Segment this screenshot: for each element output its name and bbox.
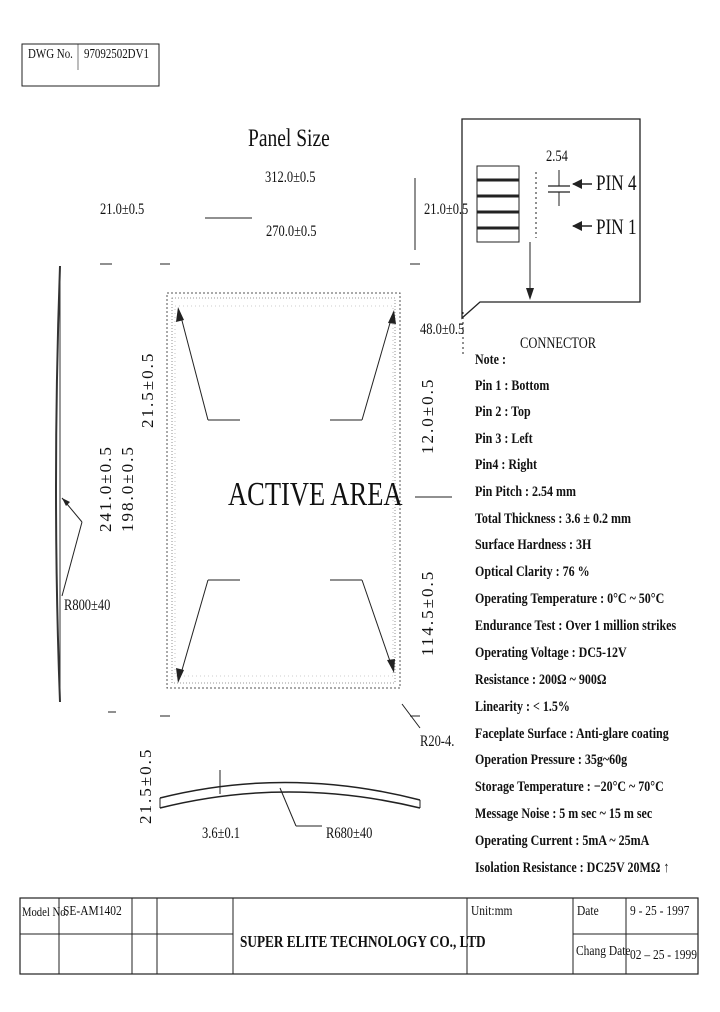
note-item: Isolation Resistance : DC25V 20MΩ ↑: [475, 860, 670, 876]
date-value: 9 - 25 - 1997: [630, 904, 690, 919]
model-label: Model No.: [22, 904, 69, 919]
note-item: Surface Hardness : 3H: [475, 537, 592, 553]
note-item: Linearity : < 1.5%: [475, 699, 570, 715]
note-item: Endurance Test : Over 1 million strikes: [475, 618, 677, 634]
date-label: Date: [577, 904, 599, 919]
pin4-label: PIN 4: [596, 170, 637, 195]
dim-right-lower: 114.5±0.5: [418, 569, 437, 656]
dim-right-margin: 21.0±0.5: [424, 201, 469, 218]
dwg-number: 97092502DV1: [84, 47, 149, 62]
note-item: Message Noise : 5 m sec ~ 15 m sec: [475, 806, 653, 822]
note-item: Total Thickness : 3.6 ± 0.2 mm: [475, 511, 631, 527]
radius-corner: R20-4.: [420, 733, 455, 750]
dim-top-margin: 21.5±0.5: [138, 351, 157, 428]
note-item: Operating Temperature : 0°C ~ 50°C: [475, 591, 665, 607]
dim-bottom-margin: 21.5±0.5: [136, 747, 155, 824]
radius-curve: R680±40: [326, 825, 373, 842]
change-date-label: Chang Date: [576, 944, 631, 959]
unit-label: Unit:mm: [471, 904, 513, 919]
model-value: SE-AM1402: [63, 904, 122, 919]
note-heading: Note :: [475, 352, 506, 368]
panel-size-title: Panel Size: [248, 125, 330, 152]
pin1-label: PIN 1: [596, 214, 637, 239]
dim-active-height: 198.0±0.5: [118, 445, 137, 532]
note-item: Operation Pressure : 35g~60g: [475, 752, 628, 768]
dim-left-margin: 21.0±0.5: [100, 201, 145, 218]
note-item: Pin 3 : Left: [475, 431, 533, 447]
connector-caption: CONNECTOR: [520, 335, 597, 352]
note-item: Resistance : 200Ω ~ 900Ω: [475, 672, 607, 688]
dim-outer-width: 312.0±0.5: [265, 169, 316, 186]
note-item: Pin Pitch : 2.54 mm: [475, 484, 576, 500]
connector-pitch: 2.54: [546, 148, 568, 165]
note-item: Operating Current : 5mA ~ 25mA: [475, 833, 650, 849]
note-item: Pin 2 : Top: [475, 404, 531, 420]
dim-connector-offset: 48.0±0.5: [420, 321, 465, 338]
note-item: Storage Temperature : −20°C ~ 70°C: [475, 779, 664, 795]
dwg-label: DWG No.: [28, 47, 73, 62]
dim-active-width: 270.0±0.5: [266, 223, 317, 240]
note-item: Operating Voltage : DC5-12V: [475, 645, 627, 661]
note-item: Pin 1 : Bottom: [475, 378, 550, 394]
note-item: Faceplate Surface : Anti-glare coating: [475, 726, 669, 742]
side-curve-edge: [56, 266, 60, 702]
dim-right-upper: 12.0±0.5: [418, 377, 437, 454]
note-item: Pin4 : Right: [475, 457, 538, 473]
thickness-dim: 3.6±0.1: [202, 825, 241, 842]
company-name: SUPER ELITE TECHNOLOGY CO., LTD: [240, 932, 486, 951]
radius-side: R800±40: [64, 597, 111, 614]
note-item: Optical Clarity : 76 %: [475, 564, 590, 580]
change-date-value: 02 – 25 - 1999: [630, 948, 697, 963]
active-area-label: ACTIVE AREA: [228, 476, 403, 513]
dim-outer-height: 241.0±0.5: [96, 445, 115, 532]
